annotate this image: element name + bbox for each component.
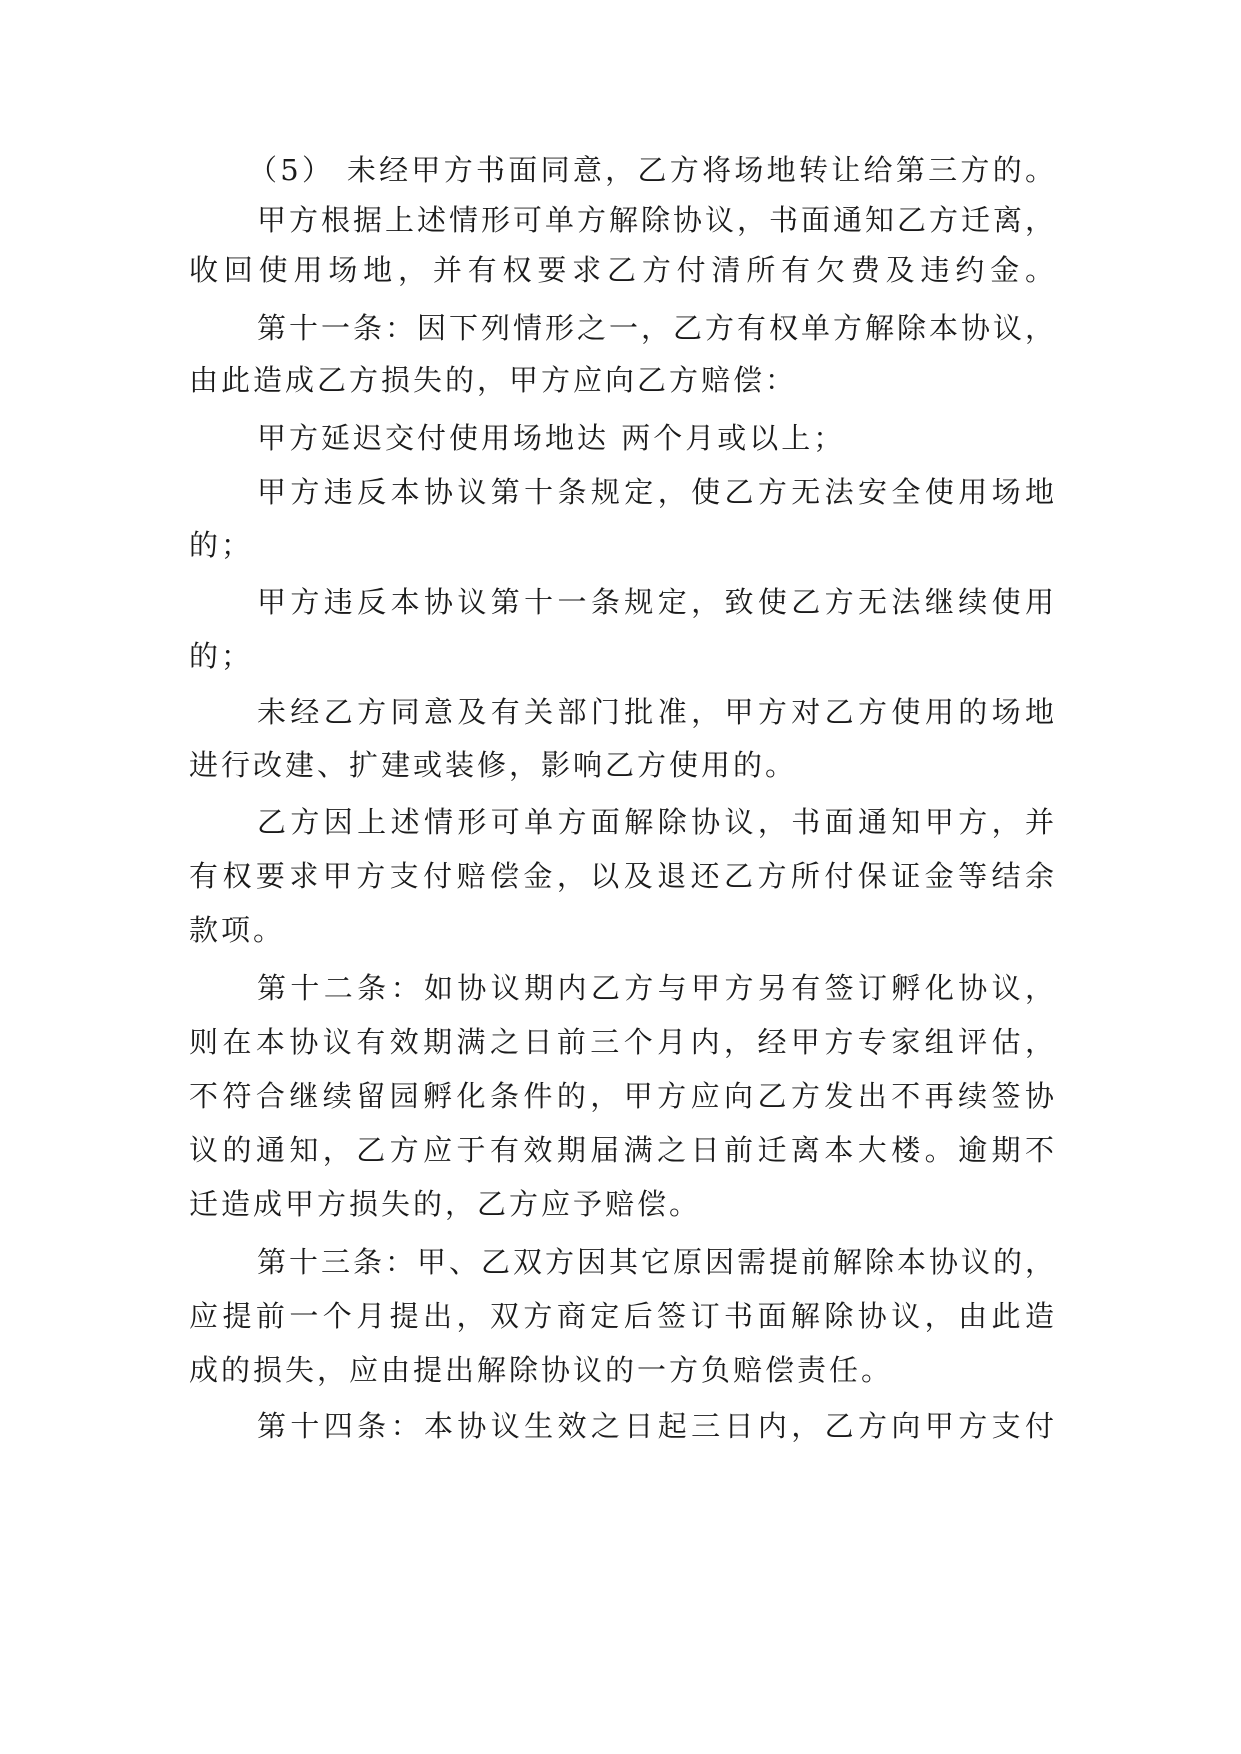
text-line: （5） 未经甲方书面同意，乙方将场地转让给第三方的。: [248, 153, 1057, 187]
text-line: 应提前一个月提出，双方商定后签订书面解除协议，由此造: [189, 1299, 1057, 1333]
text-line: 成的损失，应由提出解除协议的一方负赔偿责任。: [189, 1353, 894, 1387]
text-line: 不符合继续留园孵化条件的，甲方应向乙方发出不再续签协: [189, 1079, 1057, 1113]
text-line: 甲方延迟交付使用场地达 两个月或以上；: [257, 421, 846, 455]
text-line: 由此造成乙方损失的，甲方应向乙方赔偿：: [189, 363, 798, 397]
text-line: 款项。: [189, 913, 286, 947]
text-line: 议的通知，乙方应于有效期届满之日前迁离本大楼。逾期不: [189, 1133, 1057, 1167]
text-line: 甲方违反本协议第十条规定，使乙方无法安全使用场地: [257, 475, 1057, 509]
text-line: 甲方根据上述情形可单方解除协议，书面通知乙方迁离，: [257, 203, 1057, 237]
text-line: 有权要求甲方支付赔偿金，以及退还乙方所付保证金等结余: [189, 859, 1057, 893]
text-line: 乙方因上述情形可单方面解除协议，书面通知甲方，并: [257, 805, 1057, 839]
text-line: 第十三条：甲、乙双方因其它原因需提前解除本协议的，: [257, 1245, 1057, 1279]
text-line: 甲方违反本协议第十一条规定，致使乙方无法继续使用: [257, 585, 1057, 619]
text-line: 的；: [189, 528, 254, 562]
text-line: 迁造成甲方损失的，乙方应予赔偿。: [189, 1187, 702, 1221]
text-line: 进行改建、扩建或装修，影响乙方使用的。: [189, 748, 798, 782]
text-line: 未经乙方同意及有关部门批准，甲方对乙方使用的场地: [257, 695, 1057, 729]
text-line: 收回使用场地，并有权要求乙方付清所有欠费及违约金。: [189, 253, 1057, 287]
text-line: 的；: [189, 639, 254, 673]
text-line: 第十二条：如协议期内乙方与甲方另有签订孵化协议，: [257, 971, 1057, 1005]
text-line: 第十四条：本协议生效之日起三日内，乙方向甲方支付: [257, 1409, 1057, 1443]
text-line: 则在本协议有效期满之日前三个月内，经甲方专家组评估，: [189, 1025, 1057, 1059]
text-line: 第十一条：因下列情形之一，乙方有权单方解除本协议，: [257, 311, 1057, 345]
